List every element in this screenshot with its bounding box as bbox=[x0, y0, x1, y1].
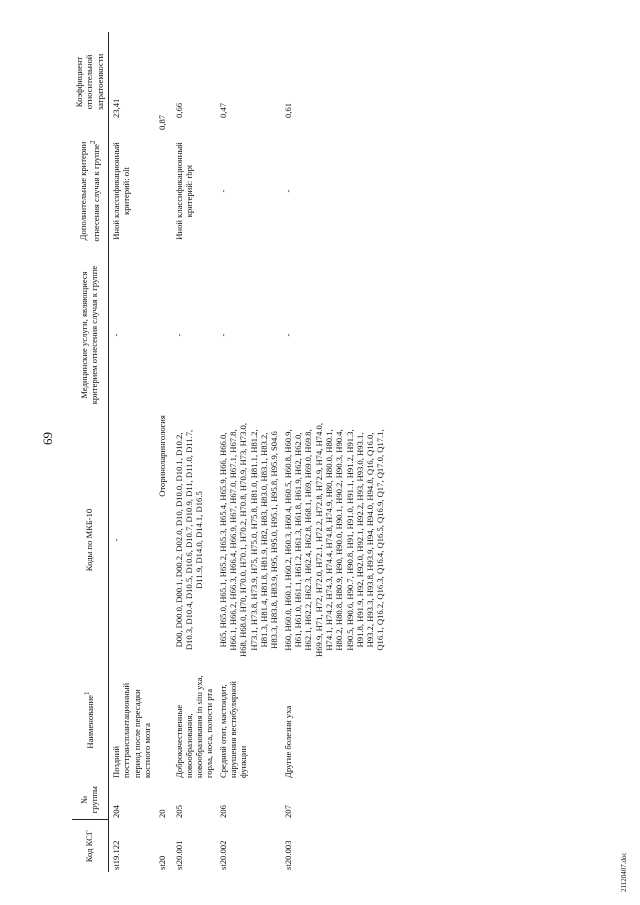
section-title: Оториноларингология bbox=[157, 415, 168, 497]
cell-kod: st19.122 bbox=[110, 840, 121, 870]
cell-num: 206 bbox=[217, 805, 228, 818]
cell-coef: 0,61 bbox=[282, 102, 293, 118]
cell-kod: st20.001 bbox=[173, 840, 184, 870]
cell-services: - bbox=[282, 333, 293, 337]
cell-num: 205 bbox=[173, 805, 184, 818]
cell-extra: Иной классификационный критерий: olt bbox=[110, 142, 132, 240]
cell-kod: st20.002 bbox=[217, 840, 228, 870]
cell-services: - bbox=[110, 333, 121, 337]
cell-kod: st20.003 bbox=[282, 840, 293, 870]
cell-num: 204 bbox=[110, 805, 121, 818]
cell-coef: 23,41 bbox=[110, 98, 121, 118]
cell-mkb: D00, D00.0, D00.1, D00.2, D02.0, D10, D10.0, D10.1, D10.2, D10.3, D10.4, D10.5, D10.6, D10.7, D10.9, D11, D11.0, D11.7, D11.9, D14.0, D14.1, D16.5 bbox=[173, 429, 205, 651]
cell-extra: - bbox=[282, 189, 293, 193]
cell-extra: - bbox=[217, 189, 228, 193]
header-row bbox=[72, 32, 108, 872]
header-extra-text: Дополнительные критерии отнесения случая к группе bbox=[78, 141, 101, 242]
header-extra-footnote: 2 bbox=[88, 140, 97, 144]
header-name-footnote: 1 bbox=[83, 691, 92, 696]
ksg-table bbox=[72, 32, 390, 872]
cell-mkb: - bbox=[110, 538, 121, 542]
cell-mkb: H65, H65.0, H65.1, H65.2, H65.3, H65.4, H65.9, H66, H66.0, H66.1, H66.2, H66.3, H66.4, H66.9, H67, H67.0, H67.1, H67.8, H68, H68.0, H70, H70.0, H70.1, H70.2, H70.8, H70.9, H73, H73.0, H73.1, H73.8, H73.9, H75, H75.0, H75.8, H81.0, H81.1, H81.2, H81.3, H81.4, H81.8, H81.9, H82, H83, H83.0, H83.1, H83.2, H83.3, H83.8, H83.9, H95, H95.0, H95.1, H95.8, H95.9, S04.6 bbox=[217, 423, 280, 657]
cell-extra: Иной классификационный критерий: rbpt bbox=[173, 142, 194, 240]
cell-coef: 0,66 bbox=[173, 102, 184, 118]
cell-name: Другие болезни уха bbox=[282, 705, 293, 778]
cell-services: - bbox=[217, 333, 228, 337]
cell-coef: 0,47 bbox=[217, 102, 228, 118]
cell-name: Средний отит, мастоидит, нарушения вестибулярной функции bbox=[217, 681, 249, 778]
footer-doc-code: 21120407.doc bbox=[620, 852, 628, 892]
header-name bbox=[72, 660, 108, 780]
header-kod: Код КСГ bbox=[72, 820, 108, 872]
table-row bbox=[281, 32, 390, 872]
header-mkb: Коды по МКБ-10 bbox=[72, 420, 108, 660]
rotated-table-container bbox=[72, 32, 596, 872]
table-row bbox=[108, 32, 153, 872]
header-coef: Коэффициент относительной затратоемкости bbox=[72, 32, 108, 132]
cell-num: 20 bbox=[157, 809, 168, 818]
table-row bbox=[172, 32, 216, 872]
header-num: № группы bbox=[72, 780, 108, 820]
cell-num: 207 bbox=[282, 805, 293, 818]
header-extra bbox=[72, 132, 108, 250]
page-number: 69 bbox=[40, 432, 55, 445]
cell-name: Поздний посттрансплантационный период после пересадки костного мозга bbox=[110, 682, 152, 778]
table-row bbox=[216, 32, 281, 872]
header-name-text: Наименование bbox=[85, 695, 96, 749]
cell-kod: st20 bbox=[157, 855, 168, 870]
cell-services: - bbox=[173, 333, 184, 337]
cell-name: Доброкачественные новообразования, новообразования in situ уха, горла, носа, полости рта bbox=[173, 675, 215, 778]
header-services: Медицинские услуги, являющиеся критерием отнесения случая к группе bbox=[72, 250, 108, 420]
cell-coef: 0,87 bbox=[157, 114, 168, 130]
section-row bbox=[153, 32, 171, 872]
cell-mkb: H60, H60.0, H60.1, H60.2, H60.3, H60.4, H60.5, H60.8, H60.9, H61, H61.0, H61.1, H61.2, H61.3, H61.8, H61.9, H62, H62.0, H62.1, H62.2, H62.3, H62.4, H62.8, H68.1, H69, H69.0, H69.8, H69.9, H71, H72, H72.0, H72.1, H72.2, H72.8, H72.9, H74, H74.0, H74.1, H74.2, H74.3, H74.4, H74.8, H74.9, H80, H80.0, H80.1, H80.2, H80.8, H80.9, H90, H90.0, H90.1, H90.2, H90.3, H90.4, H90.5, H90.6, H90.7, H90.8, H91, H91.0, H91.1, H91.2, H91.3, H91.8, H91.9, H92, H92.0, H92.1, H92.2, H93, H93.0, H93.1, H93.2, H93.3, H93.8, H93.9, H94, H94.0, H94.8, Q16, Q16.0, Q16.1, Q16.2, Q16.3, Q16.4, Q16.5, Q16.9, Q17, Q17.0, Q17.1, bbox=[282, 423, 386, 657]
